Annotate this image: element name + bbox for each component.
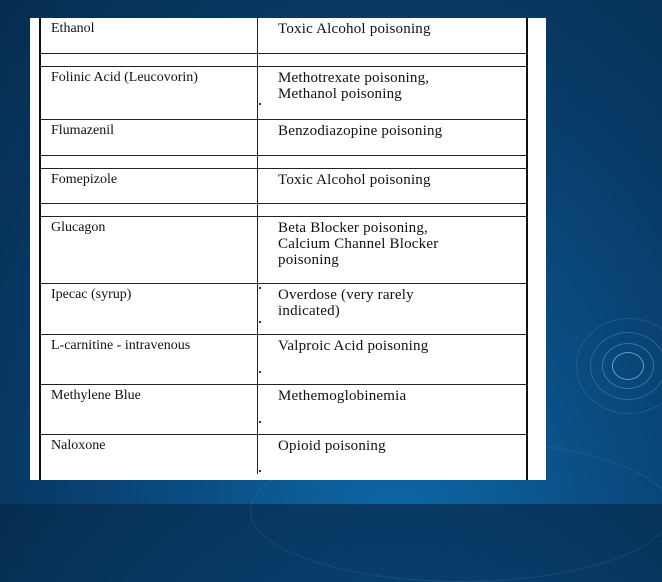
- use-cell: Valproic Acid poisoning: [258, 334, 527, 384]
- scan-dot: [259, 470, 261, 472]
- table-row: [41, 283, 526, 334]
- antidote-table: [39, 18, 528, 480]
- drug-cell: Flumazenil: [41, 119, 258, 155]
- use-cell: Methemoglobinemia: [258, 384, 527, 434]
- use-cell: Overdose (very rarely indicated): [258, 283, 527, 334]
- use-cell: Opioid poisoning: [278, 437, 386, 454]
- table-row: [41, 434, 526, 474]
- scan-dot: [259, 321, 261, 323]
- table-row: [41, 216, 526, 283]
- table-spacer-row: [41, 203, 526, 216]
- table-row: [41, 119, 526, 155]
- drug-cell: Ipecac (syrup): [41, 283, 258, 334]
- use-cell: Toxic Alcohol poisoning: [258, 18, 527, 53]
- use-cell: Beta Blocker poisoning, Calcium Channel Blocker poisoning: [258, 216, 527, 283]
- table-row: [41, 334, 526, 384]
- table-spacer-row: [41, 155, 526, 168]
- use-cell: Benzodiazopine poisoning: [258, 119, 527, 155]
- table-row: [41, 168, 526, 203]
- use-cell: Methotrexate poisoning, Methanol poisoning: [258, 66, 527, 119]
- drug-cell: Naloxone: [41, 434, 258, 474]
- scan-dot: [259, 103, 261, 105]
- drug-cell: Ethanol: [41, 18, 258, 53]
- table-row: [41, 18, 526, 53]
- slide-content-area: [30, 18, 546, 480]
- drug-cell: Folinic Acid (Leucovorin): [41, 66, 258, 119]
- drug-cell: Fomepizole: [41, 168, 258, 203]
- drug-cell: Glucagon: [41, 216, 258, 283]
- table-row: [41, 66, 526, 119]
- scan-dot: [259, 287, 261, 289]
- use-cell: Toxic Alcohol poisoning: [258, 168, 527, 203]
- table-spacer-row: [41, 53, 526, 66]
- scan-dot: [259, 421, 261, 423]
- drug-cell: L-carnitine - intravenous: [41, 334, 258, 384]
- drug-cell: Methylene Blue: [41, 384, 258, 434]
- scan-dot: [259, 371, 261, 373]
- table-row: [41, 384, 526, 434]
